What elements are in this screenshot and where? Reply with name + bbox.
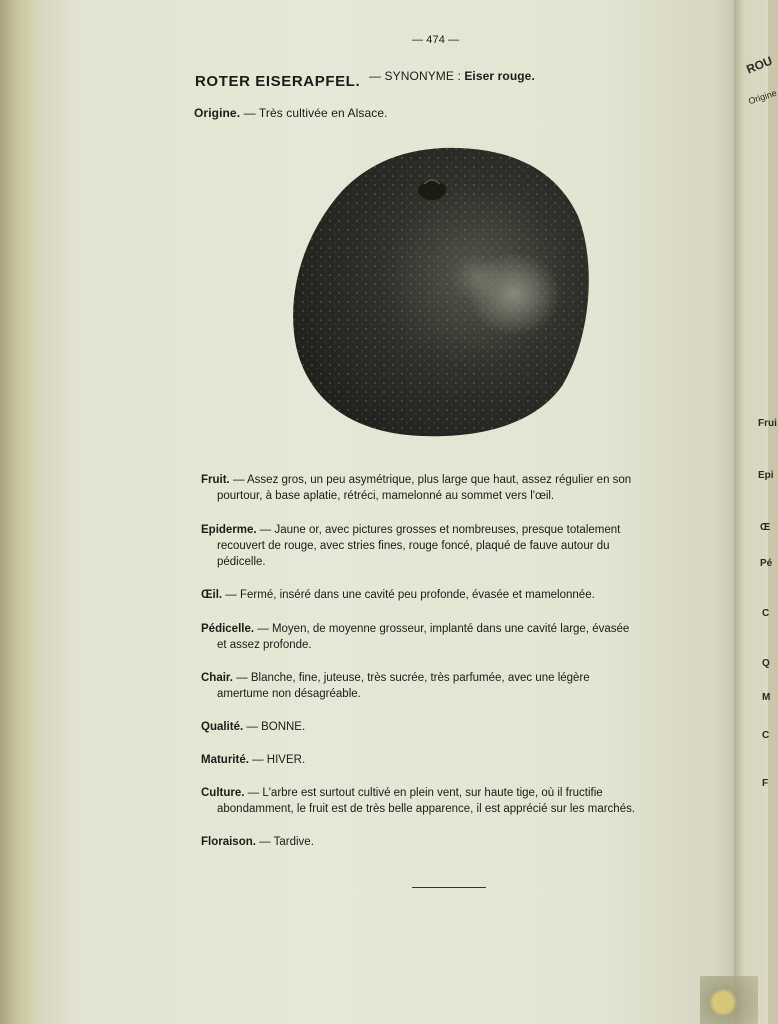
description-entry [201,719,701,735]
entry-line [201,637,701,653]
apple-illustration [292,146,594,438]
entry-text: — HIVER. [248,754,306,766]
synonym-line [369,69,535,83]
description-entry [201,834,701,850]
page-number: — 474 — [412,34,460,46]
entry-label: Chair. [201,672,233,684]
entry-label: Maturité. [201,754,249,766]
next-page-fragment: Frui [758,418,777,429]
entry-line [201,522,701,538]
next-page-fragment: Pé [760,558,773,569]
entry-text: abondamment, le fruit est de très belle apparence, il est apprécié sur les marchés. [217,803,636,815]
entry-line [201,752,701,768]
entry-label: Qualité. [201,721,244,733]
entry-text: et assez profonde. [217,639,312,651]
origin-label: Origine. [194,106,241,120]
next-page-fragment: Œ [760,522,770,533]
next-page-edge [734,0,778,1024]
entry-line [201,670,701,686]
end-rule [412,887,486,888]
entry-line [201,621,701,637]
entry-line [201,801,701,817]
entry-line [201,554,701,570]
entry-text: — L'arbre est surtout cultivé en plein vent, sur haute tige, où il fructifie [244,787,603,799]
next-page-fragment: Epi [758,470,774,481]
entry-label: Pédicelle. [201,623,255,635]
entry-label: Culture. [201,787,245,799]
origin-line [194,106,388,120]
synonym-dash: — SYNONYME : [369,69,461,83]
corner-thumbnail [700,976,758,1024]
entry-text: — Jaune or, avec pictures grosses et nombreuses, presque totalement [256,524,621,536]
next-page-fragment: Q [762,658,770,669]
next-page-fragment: M [762,692,771,703]
next-page-fragment: ROU [744,53,775,77]
description-entry [201,621,701,653]
entry-line [201,538,701,554]
entry-line [201,488,701,504]
entry-text: recouvert de rouge, avec stries fines, rouge foncé, plaqué de fauve autour du [217,540,610,552]
entry-line [201,719,701,735]
entry-text: — Blanche, fine, juteuse, très sucrée, très parfumée, avec une légère [232,672,590,684]
entry-text: — Fermé, inséré dans une cavité peu profonde, évasée et mamelonnée. [222,589,595,601]
variety-title: ROTER EISERAPFEL. [195,73,361,90]
entry-line [201,785,701,801]
next-page-fragment: F [762,778,769,789]
origin-text: — Très cultivée en Alsace. [240,106,388,120]
entry-label: Epiderme. [201,524,257,536]
description-entry [201,752,701,768]
entry-line [201,587,701,603]
description-entry [201,670,701,702]
entry-text: — BONNE. [243,721,306,733]
next-page-fragment: C [762,608,770,619]
entry-text: pourtour, à base aplatie, rétréci, mamelonné au sommet vers l'œil. [217,490,555,502]
entry-line [201,834,701,850]
entry-label: Fruit. [201,474,230,486]
next-page-fragment: C [762,730,770,741]
entry-text: pédicelle. [217,556,266,568]
description-entry [201,785,701,817]
entry-text: — Tardive. [255,836,314,848]
description-entry [201,587,701,603]
next-page-fragment: Origine [747,87,778,107]
description-entry [201,472,701,504]
entry-line [201,686,701,702]
entry-line [201,472,701,488]
entry-text: — Moyen, de moyenne grosseur, implanté dans une cavité large, évasée [254,623,630,635]
entry-label: Floraison. [201,836,256,848]
entry-text: amertume non désagréable. [217,688,361,700]
entry-label: Œil. [201,589,223,601]
synonym-value: Eiser rouge. [464,69,535,83]
description-entry [201,522,701,570]
entry-text: — Assez gros, un peu asymétrique, plus large que haut, assez régulier en son [229,474,632,486]
